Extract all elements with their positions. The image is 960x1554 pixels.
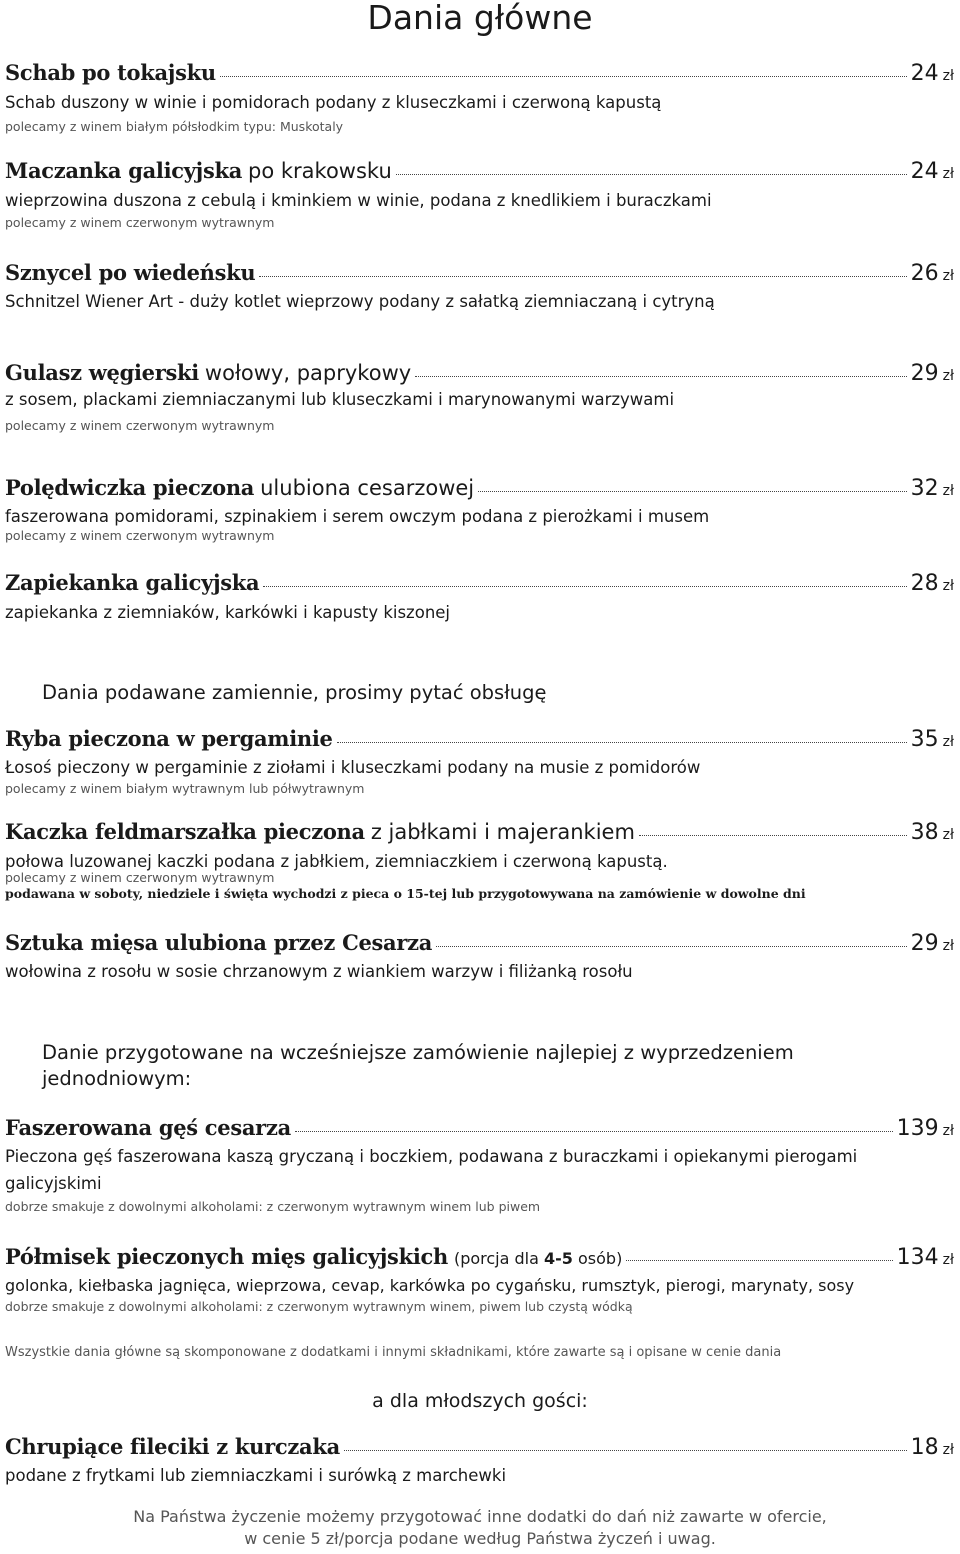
- leader-dots: [415, 376, 907, 377]
- dish-description: Schnitzel Wiener Art - duży kotlet wieprzowy podany z sałatką ziemniaczaną i cytryną: [5, 292, 715, 311]
- leader-dots: [259, 276, 906, 277]
- dish-price: 24 zł: [910, 61, 954, 86]
- dish-price: 35 zł: [910, 727, 954, 752]
- dish-description: wieprzowina duszona z cebulą i kminkiem w winie, podana z knedlikiem i buraczkami: [5, 191, 712, 210]
- menu-item-kaczka: [5, 819, 954, 845]
- dish-price: 139 zł: [896, 1116, 954, 1141]
- dish-price: 29 zł: [910, 931, 954, 956]
- portion-info: (porcja dla 4-5 osób): [453, 1249, 623, 1268]
- menu-item-polmisek: [5, 1244, 954, 1270]
- dish-price: 18 zł: [910, 1435, 954, 1460]
- dish-name-suffix: z jabłkami i majerankiem: [370, 820, 635, 844]
- leader-dots: [220, 76, 907, 77]
- dish-name-suffix: wołowy, paprykowy: [204, 361, 412, 385]
- leader-dots: [295, 1131, 893, 1132]
- dish-description: zapiekanka z ziemniaków, karkówki i kapusty kiszonej: [5, 603, 451, 622]
- dish-description: faszerowana pomidorami, szpinakiem i serem owczym podana z pierożkami i musem: [5, 507, 710, 526]
- menu-item-ges: [5, 1115, 954, 1141]
- footer-note: [0, 1506, 960, 1550]
- dish-name: Ryba pieczona w pergaminie: [5, 726, 333, 751]
- wine-pairing: polecamy z winem czerwonym wytrawnym: [5, 215, 275, 230]
- all-dishes-note: Wszystkie dania główne są skomponowane z dodatkami i innymi składnikami, które zawarte są i opisane w cenie dania: [5, 1345, 782, 1360]
- menu-item-gulasz: [5, 360, 954, 386]
- wine-pairing: polecamy z winem białym półsłodkim typu: Muskotaly: [5, 119, 344, 134]
- wine-pairing: polecamy z winem czerwonym wytrawnym: [5, 528, 275, 543]
- dish-price: 26 zł: [910, 261, 954, 286]
- footer-line: w cenie 5 zł/porcja podane według Państwa życzeń i uwag.: [244, 1529, 716, 1548]
- menu-item-sznycel: [5, 260, 954, 286]
- leader-dots: [478, 491, 907, 492]
- menu-item-sztuka-miesa: [5, 930, 954, 956]
- preorder-heading-line: jednodniowym:: [42, 1067, 192, 1090]
- dish-name: Faszerowana gęś cesarza: [5, 1115, 291, 1140]
- dish-name: Sztuka mięsa ulubiona przez Cesarza: [5, 930, 433, 955]
- dish-description: połowa luzowanej kaczki podana z jabłkiem, ziemniaczkiem i czerwoną kapustą.: [5, 852, 668, 871]
- dish-name: Gulasz węgierski: [5, 360, 199, 385]
- leader-dots: [337, 742, 907, 743]
- menu-item-fileciki: [5, 1434, 954, 1460]
- menu-item-zapiekanka: [5, 570, 954, 596]
- leader-dots: [396, 174, 907, 175]
- availability-note: podawana w soboty, niedziele i święta wychodzi z pieca o 15-tej lub przygotowywana na zamówienie w dowolne dni: [5, 886, 806, 901]
- dish-description: golonka, kiełbaska jagnięca, wieprzowa, cevap, karkówka po cygańsku, rumsztyk, pierogi, marynaty, sosy: [5, 1276, 855, 1295]
- dish-description: podane z frytkami lub ziemniaczkami i surówką z marchewki: [5, 1466, 507, 1485]
- dish-description: Schab duszony w winie i pomidorach podany z kluseczkami i czerwoną kapustą: [5, 93, 662, 112]
- dish-name: Chrupiące fileciki z kurczaka: [5, 1434, 340, 1459]
- dish-price: 28 zł: [910, 571, 954, 596]
- dish-price: 32 zł: [910, 476, 954, 501]
- dish-description: Łosoś pieczony w pergaminie z ziołami i kluseczkami podany na musie z pomidorów: [5, 758, 701, 777]
- dish-name: Maczanka galicyjska: [5, 158, 243, 183]
- dish-description: galicyjskimi: [5, 1174, 102, 1193]
- dish-description: Pieczona gęś faszerowana kaszą gryczaną i boczkiem, podawana z buraczkami i opiekanymi pierogami: [5, 1147, 858, 1166]
- menu-item-schab: [5, 60, 954, 86]
- leader-dots: [436, 946, 907, 947]
- wine-pairing: polecamy z winem czerwonym wytrawnym: [5, 870, 275, 885]
- preorder-heading-line: Danie przygotowane na wcześniejsze zamówienie najlepiej z wyprzedzeniem: [42, 1041, 794, 1064]
- leader-dots: [344, 1450, 907, 1451]
- dish-description: wołowina z rosołu w sosie chrzanowym z wiankiem warzyw i filiżanką rosołu: [5, 962, 633, 981]
- preorder-heading: [42, 1040, 794, 1092]
- leader-dots: [626, 1260, 892, 1261]
- dish-name-suffix: po krakowsku: [248, 159, 392, 183]
- dish-price: 38 zł: [910, 820, 954, 845]
- dish-name: Półmisek pieczonych mięs galicyjskich: [5, 1244, 448, 1269]
- menu-item-ryba: [5, 726, 954, 752]
- wine-pairing: polecamy z winem czerwonym wytrawnym: [5, 418, 275, 433]
- drink-pairing: dobrze smakuje z dowolnymi alkoholami: z czerwonym wytrawnym winem lub piwem: [5, 1199, 541, 1214]
- drink-pairing: dobrze smakuje z dowolnymi alkoholami: z czerwonym wytrawnym winem, piwem lub czystą wódką: [5, 1299, 633, 1314]
- wine-pairing: polecamy z winem białym wytrawnym lub półwytrawnym: [5, 781, 365, 796]
- dish-price: 134 zł: [896, 1245, 954, 1270]
- kids-heading: a dla młodszych gości:: [372, 1390, 588, 1412]
- dish-name: Sznycel po wiedeńsku: [5, 260, 256, 285]
- dish-price: 24 zł: [910, 159, 954, 184]
- menu-item-maczanka: [5, 158, 954, 184]
- alternates-heading: Dania podawane zamiennie, prosimy pytać obsługę: [42, 681, 547, 704]
- dish-name: Zapiekanka galicyjska: [5, 570, 260, 595]
- leader-dots: [263, 586, 906, 587]
- dish-name: Polędwiczka pieczona: [5, 475, 255, 500]
- footer-line: Na Państwa życzenie możemy przygotować inne dodatki do dań niż zawarte w ofercie,: [133, 1507, 827, 1526]
- dish-name-suffix: ulubiona cesarzowej: [260, 476, 475, 500]
- dish-description: z sosem, plackami ziemniaczanymi lub kluseczkami i marynowanymi warzywami: [5, 390, 675, 409]
- dish-price: 29 zł: [910, 361, 954, 386]
- dish-name: Schab po tokajsku: [5, 60, 216, 85]
- dish-name: Kaczka feldmarszałka pieczona: [5, 819, 365, 844]
- leader-dots: [639, 835, 907, 836]
- menu-item-poledwiczka: [5, 475, 954, 501]
- page-title: Dania główne: [367, 0, 593, 37]
